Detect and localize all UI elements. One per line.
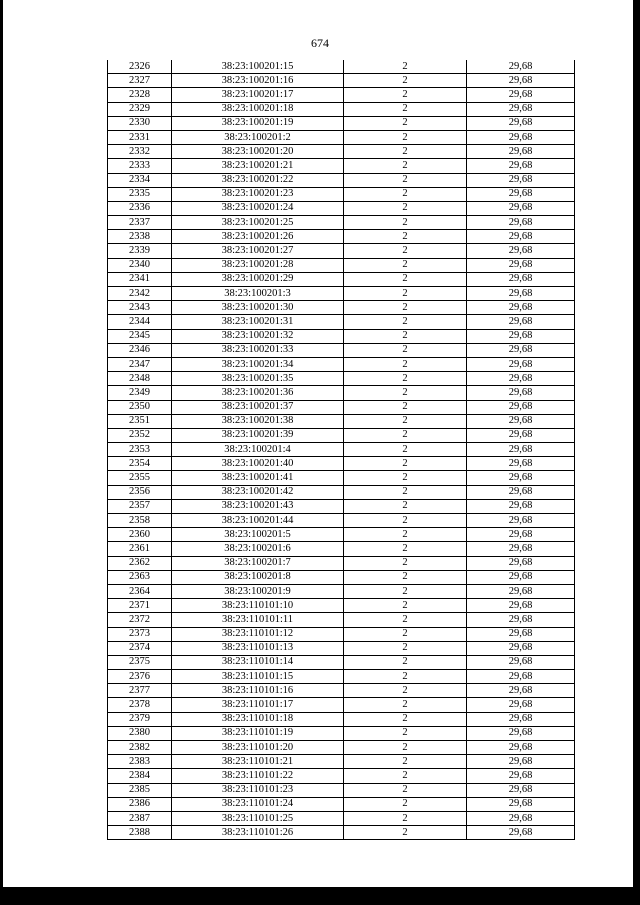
row-number-cell: 2377 [108,684,172,698]
cadastral-number-cell: 38:23:100201:24 [172,201,344,215]
row-number-cell: 2360 [108,528,172,542]
row-number-cell: 2356 [108,485,172,499]
row-number-cell: 2331 [108,130,172,144]
cadastral-number-cell: 38:23:110101:15 [172,670,344,684]
cadastral-number-cell: 38:23:100201:18 [172,102,344,116]
cadastral-number-cell: 38:23:100201:43 [172,499,344,513]
cadastral-number-cell: 38:23:110101:13 [172,641,344,655]
table-row [108,457,575,471]
row-number-cell: 2343 [108,301,172,315]
value-cell: 29,68 [467,641,575,655]
cadastral-number-cell: 38:23:100201:27 [172,244,344,258]
cadastral-number-cell: 38:23:110101:25 [172,811,344,825]
table-row [108,556,575,570]
count-cell: 2 [344,485,467,499]
count-cell: 2 [344,655,467,669]
value-cell: 29,68 [467,258,575,272]
table-row [108,60,575,74]
row-number-cell: 2385 [108,783,172,797]
value-cell: 29,68 [467,187,575,201]
table-row [108,329,575,343]
value-cell: 29,68 [467,755,575,769]
table-row [108,655,575,669]
count-cell: 2 [344,783,467,797]
row-number-cell: 2383 [108,755,172,769]
count-cell: 2 [344,187,467,201]
cadastral-number-cell: 38:23:110101:19 [172,726,344,740]
table-row [108,698,575,712]
value-cell: 29,68 [467,797,575,811]
row-number-cell: 2371 [108,599,172,613]
value-cell: 29,68 [467,783,575,797]
row-number-cell: 2374 [108,641,172,655]
value-cell: 29,68 [467,528,575,542]
row-number-cell: 2382 [108,741,172,755]
cadastral-number-cell: 38:23:110101:24 [172,797,344,811]
value-cell: 29,68 [467,400,575,414]
row-number-cell: 2353 [108,443,172,457]
page-number: 674 [311,36,329,50]
scan-frame-left [0,0,3,905]
value-cell: 29,68 [467,315,575,329]
row-number-cell: 2334 [108,173,172,187]
cadastral-number-cell: 38:23:100201:25 [172,216,344,230]
row-number-cell: 2355 [108,471,172,485]
count-cell: 2 [344,60,467,74]
value-cell: 29,68 [467,570,575,584]
table-row [108,372,575,386]
cadastral-number-cell: 38:23:100201:17 [172,88,344,102]
cadastral-number-cell: 38:23:100201:23 [172,187,344,201]
value-cell: 29,68 [467,741,575,755]
value-cell: 29,68 [467,726,575,740]
value-cell: 29,68 [467,599,575,613]
cadastral-number-cell: 38:23:100201:21 [172,159,344,173]
table-row [108,187,575,201]
row-number-cell: 2346 [108,343,172,357]
table-row [108,684,575,698]
count-cell: 2 [344,343,467,357]
row-number-cell: 2336 [108,201,172,215]
count-cell: 2 [344,88,467,102]
count-cell: 2 [344,244,467,258]
cadastral-number-cell: 38:23:100201:20 [172,145,344,159]
table-row [108,315,575,329]
cadastral-number-cell: 38:23:100201:30 [172,301,344,315]
row-number-cell: 2341 [108,272,172,286]
row-number-cell: 2379 [108,712,172,726]
cadastral-number-cell: 38:23:100201:37 [172,400,344,414]
table-row [108,826,575,840]
cadastral-number-cell: 38:23:100201:31 [172,315,344,329]
value-cell: 29,68 [467,301,575,315]
table-row [108,74,575,88]
count-cell: 2 [344,428,467,442]
count-cell: 2 [344,769,467,783]
count-cell: 2 [344,457,467,471]
row-number-cell: 2387 [108,811,172,825]
count-cell: 2 [344,116,467,130]
table-row [108,216,575,230]
row-number-cell: 2345 [108,329,172,343]
count-cell: 2 [344,414,467,428]
cadastral-number-cell: 38:23:100201:4 [172,443,344,457]
row-number-cell: 2329 [108,102,172,116]
row-number-cell: 2327 [108,74,172,88]
value-cell: 29,68 [467,471,575,485]
table-row [108,712,575,726]
cadastral-number-cell: 38:23:110101:23 [172,783,344,797]
row-number-cell: 2358 [108,514,172,528]
row-number-cell: 2330 [108,116,172,130]
row-number-cell: 2362 [108,556,172,570]
table-row [108,514,575,528]
count-cell: 2 [344,811,467,825]
row-number-cell: 2340 [108,258,172,272]
table-row [108,201,575,215]
scan-frame-bottom [0,887,640,905]
row-number-cell: 2376 [108,670,172,684]
count-cell: 2 [344,613,467,627]
value-cell: 29,68 [467,230,575,244]
value-cell: 29,68 [467,272,575,286]
cadastral-number-cell: 38:23:100201:5 [172,528,344,542]
cadastral-number-cell: 38:23:100201:39 [172,428,344,442]
table-row [108,599,575,613]
count-cell: 2 [344,712,467,726]
row-number-cell: 2344 [108,315,172,329]
row-number-cell: 2328 [108,88,172,102]
count-cell: 2 [344,698,467,712]
table-row [108,613,575,627]
table-row [108,357,575,371]
table-row [108,670,575,684]
table-row [108,499,575,513]
count-cell: 2 [344,357,467,371]
count-cell: 2 [344,627,467,641]
value-cell: 29,68 [467,216,575,230]
row-number-cell: 2326 [108,60,172,74]
value-cell: 29,68 [467,130,575,144]
value-cell: 29,68 [467,145,575,159]
count-cell: 2 [344,159,467,173]
cadastral-number-cell: 38:23:100201:9 [172,584,344,598]
count-cell: 2 [344,287,467,301]
cadastral-number-cell: 38:23:100201:41 [172,471,344,485]
table-row [108,570,575,584]
cadastral-number-cell: 38:23:110101:21 [172,755,344,769]
count-cell: 2 [344,826,467,840]
value-cell: 29,68 [467,457,575,471]
table-row [108,230,575,244]
cadastral-number-cell: 38:23:100201:19 [172,116,344,130]
count-cell: 2 [344,372,467,386]
value-cell: 29,68 [467,712,575,726]
value-cell: 29,68 [467,443,575,457]
row-number-cell: 2364 [108,584,172,598]
table-row [108,471,575,485]
cadastral-number-cell: 38:23:110101:17 [172,698,344,712]
row-number-cell: 2332 [108,145,172,159]
cadastral-number-cell: 38:23:100201:44 [172,514,344,528]
table-row [108,173,575,187]
value-cell: 29,68 [467,60,575,74]
scan-frame-right [633,0,640,905]
count-cell: 2 [344,400,467,414]
table-row [108,145,575,159]
cadastral-number-cell: 38:23:110101:12 [172,627,344,641]
row-number-cell: 2354 [108,457,172,471]
count-cell: 2 [344,797,467,811]
cadastral-number-cell: 38:23:100201:35 [172,372,344,386]
row-number-cell: 2372 [108,613,172,627]
row-number-cell: 2347 [108,357,172,371]
value-cell: 29,68 [467,414,575,428]
count-cell: 2 [344,315,467,329]
table-body [108,60,575,840]
table-row [108,102,575,116]
count-cell: 2 [344,499,467,513]
row-number-cell: 2352 [108,428,172,442]
row-number-cell: 2348 [108,372,172,386]
table-row [108,159,575,173]
count-cell: 2 [344,443,467,457]
table-row [108,542,575,556]
table-row [108,130,575,144]
table-row [108,116,575,130]
table-row [108,88,575,102]
value-cell: 29,68 [467,244,575,258]
value-cell: 29,68 [467,613,575,627]
table-row [108,783,575,797]
row-number-cell: 2386 [108,797,172,811]
count-cell: 2 [344,514,467,528]
count-cell: 2 [344,272,467,286]
cadastral-number-cell: 38:23:100201:6 [172,542,344,556]
count-cell: 2 [344,386,467,400]
count-cell: 2 [344,145,467,159]
value-cell: 29,68 [467,173,575,187]
cadastral-number-cell: 38:23:100201:34 [172,357,344,371]
value-cell: 29,68 [467,372,575,386]
count-cell: 2 [344,570,467,584]
count-cell: 2 [344,102,467,116]
count-cell: 2 [344,584,467,598]
table-row [108,741,575,755]
table-row [108,755,575,769]
value-cell: 29,68 [467,826,575,840]
cadastral-number-cell: 38:23:100201:16 [172,74,344,88]
count-cell: 2 [344,556,467,570]
count-cell: 2 [344,329,467,343]
count-cell: 2 [344,230,467,244]
cadastral-number-cell: 38:23:100201:15 [172,60,344,74]
cadastral-number-cell: 38:23:100201:29 [172,272,344,286]
count-cell: 2 [344,216,467,230]
count-cell: 2 [344,542,467,556]
count-cell: 2 [344,755,467,769]
value-cell: 29,68 [467,287,575,301]
row-number-cell: 2335 [108,187,172,201]
value-cell: 29,68 [467,811,575,825]
value-cell: 29,68 [467,102,575,116]
count-cell: 2 [344,201,467,215]
table-row [108,244,575,258]
cadastral-number-cell: 38:23:110101:16 [172,684,344,698]
count-cell: 2 [344,74,467,88]
value-cell: 29,68 [467,627,575,641]
data-table [107,60,575,840]
row-number-cell: 2349 [108,386,172,400]
cadastral-number-cell: 38:23:110101:20 [172,741,344,755]
cadastral-number-cell: 38:23:100201:42 [172,485,344,499]
cadastral-number-cell: 38:23:100201:36 [172,386,344,400]
table-row [108,528,575,542]
table-row [108,443,575,457]
table-row [108,428,575,442]
table-row [108,386,575,400]
cadastral-number-cell: 38:23:110101:26 [172,826,344,840]
table-row [108,301,575,315]
row-number-cell: 2378 [108,698,172,712]
cadastral-number-cell: 38:23:110101:10 [172,599,344,613]
value-cell: 29,68 [467,556,575,570]
cadastral-number-cell: 38:23:100201:7 [172,556,344,570]
value-cell: 29,68 [467,88,575,102]
value-cell: 29,68 [467,343,575,357]
table-row [108,414,575,428]
table-row [108,400,575,414]
count-cell: 2 [344,741,467,755]
row-number-cell: 2363 [108,570,172,584]
table-row [108,627,575,641]
cadastral-number-cell: 38:23:110101:22 [172,769,344,783]
count-cell: 2 [344,670,467,684]
value-cell: 29,68 [467,698,575,712]
cadastral-number-cell: 38:23:100201:3 [172,287,344,301]
value-cell: 29,68 [467,584,575,598]
value-cell: 29,68 [467,201,575,215]
value-cell: 29,68 [467,684,575,698]
count-cell: 2 [344,258,467,272]
count-cell: 2 [344,173,467,187]
value-cell: 29,68 [467,116,575,130]
value-cell: 29,68 [467,514,575,528]
count-cell: 2 [344,471,467,485]
row-number-cell: 2337 [108,216,172,230]
count-cell: 2 [344,599,467,613]
cadastral-number-cell: 38:23:100201:8 [172,570,344,584]
row-number-cell: 2357 [108,499,172,513]
cadastral-number-cell: 38:23:110101:11 [172,613,344,627]
cadastral-number-cell: 38:23:100201:33 [172,343,344,357]
table-row [108,797,575,811]
table-row [108,258,575,272]
cadastral-number-cell: 38:23:110101:14 [172,655,344,669]
table-row [108,584,575,598]
row-number-cell: 2350 [108,400,172,414]
cadastral-number-cell: 38:23:100201:28 [172,258,344,272]
value-cell: 29,68 [467,655,575,669]
row-number-cell: 2388 [108,826,172,840]
cadastral-number-cell: 38:23:100201:26 [172,230,344,244]
table-row [108,485,575,499]
row-number-cell: 2380 [108,726,172,740]
value-cell: 29,68 [467,329,575,343]
row-number-cell: 2338 [108,230,172,244]
row-number-cell: 2339 [108,244,172,258]
count-cell: 2 [344,726,467,740]
row-number-cell: 2361 [108,542,172,556]
value-cell: 29,68 [467,670,575,684]
row-number-cell: 2351 [108,414,172,428]
table-row [108,769,575,783]
value-cell: 29,68 [467,386,575,400]
table-row [108,811,575,825]
value-cell: 29,68 [467,74,575,88]
row-number-cell: 2384 [108,769,172,783]
count-cell: 2 [344,130,467,144]
row-number-cell: 2375 [108,655,172,669]
row-number-cell: 2373 [108,627,172,641]
table-row [108,726,575,740]
cadastral-number-cell: 38:23:100201:32 [172,329,344,343]
value-cell: 29,68 [467,499,575,513]
count-cell: 2 [344,528,467,542]
row-number-cell: 2342 [108,287,172,301]
value-cell: 29,68 [467,485,575,499]
cadastral-number-cell: 38:23:100201:40 [172,457,344,471]
table-row [108,287,575,301]
value-cell: 29,68 [467,159,575,173]
table-row [108,641,575,655]
value-cell: 29,68 [467,357,575,371]
count-cell: 2 [344,641,467,655]
count-cell: 2 [344,684,467,698]
value-cell: 29,68 [467,542,575,556]
cadastral-number-cell: 38:23:100201:2 [172,130,344,144]
table-row [108,272,575,286]
count-cell: 2 [344,301,467,315]
row-number-cell: 2333 [108,159,172,173]
value-cell: 29,68 [467,428,575,442]
table-row [108,343,575,357]
value-cell: 29,68 [467,769,575,783]
cadastral-number-cell: 38:23:100201:22 [172,173,344,187]
cadastral-number-cell: 38:23:100201:38 [172,414,344,428]
cadastral-number-cell: 38:23:110101:18 [172,712,344,726]
